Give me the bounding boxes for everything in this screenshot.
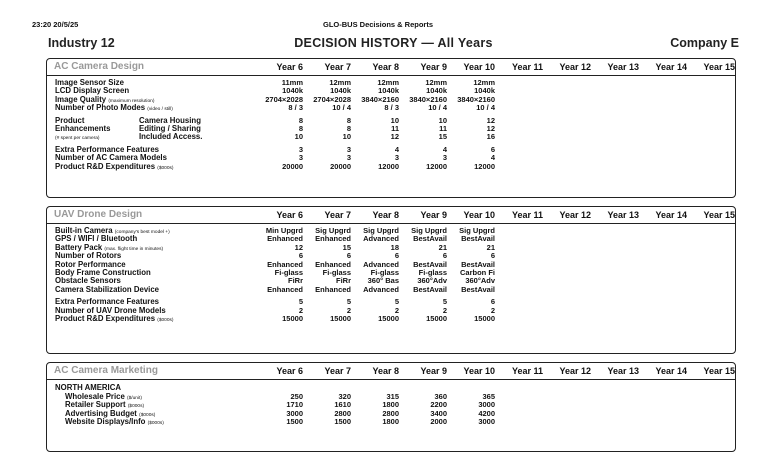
row-label-note: (maximum resolution)	[108, 98, 155, 104]
table-cell: 1040k	[330, 86, 351, 96]
table-cell: FiRr	[288, 276, 303, 286]
row-label-note: ($000s)	[139, 412, 156, 418]
row-label	[65, 418, 164, 428]
table-cell: 12mm	[425, 78, 447, 87]
row-sub-label: Editing / Sharing	[139, 123, 201, 133]
table-cell: 10	[294, 132, 303, 142]
table-cell: 12mm	[473, 78, 495, 87]
table-cell: 6	[490, 251, 495, 261]
table-cell: 11	[391, 123, 399, 133]
table-cell: 4	[490, 153, 495, 163]
row-label	[55, 104, 173, 114]
table-cell: 6	[298, 251, 303, 261]
table-cell: Advanced	[363, 284, 399, 294]
table-cell: 6	[490, 297, 495, 307]
table-cell: Advanced	[363, 234, 399, 244]
row-label-text: Image Sensor Size	[55, 78, 124, 87]
table-cell: 2	[394, 305, 399, 315]
year-header: Year 7	[324, 366, 351, 376]
table-row	[47, 244, 735, 252]
row-label-text: Wholesale Price	[65, 392, 125, 401]
row-label-text: Body Frame Construction	[55, 267, 151, 277]
row-label-text: Extra Performance Features	[55, 297, 160, 307]
row-label-note: ($000s)	[147, 421, 164, 427]
table-cell: 2	[346, 305, 351, 315]
table-cell: 15000	[330, 313, 351, 323]
row-label-text: Camera Stabilization Device	[55, 284, 159, 294]
row-sub-label: Included Access.	[139, 132, 203, 142]
table-cell: 11	[439, 123, 447, 133]
row-label-text: Product R&D Expenditures	[55, 161, 156, 171]
table-cell: 15000	[282, 313, 303, 323]
year-header: Year 13	[607, 62, 639, 72]
table-cell: 4200	[478, 408, 495, 418]
table-cell: 12	[294, 242, 303, 252]
table-cell: Fi-glass	[322, 267, 351, 277]
table-cell: Min Upgrd	[265, 226, 303, 235]
table-cell: BestAvail	[413, 259, 447, 269]
table-cell: 21	[486, 242, 495, 252]
table-cell: 16	[486, 132, 495, 142]
camera-design-section	[46, 58, 736, 198]
table-cell: 3840×2160	[409, 94, 447, 104]
table-cell: 11mm	[281, 78, 303, 87]
table-cell: 6	[442, 251, 447, 261]
year-header: Year 9	[420, 210, 447, 220]
table-cell: 365	[482, 392, 495, 401]
industry-label: Industry 12	[48, 36, 115, 50]
section-header	[47, 207, 735, 224]
table-cell: 360°Adv	[465, 276, 495, 286]
table-cell: 12mm	[329, 78, 351, 87]
section-body	[47, 76, 735, 171]
year-header: Year 11	[511, 62, 543, 72]
table-cell: Sig Upgrd	[411, 226, 447, 235]
table-row	[47, 315, 735, 323]
table-cell: Sig Upgrd	[363, 226, 399, 235]
table-cell: 3000	[478, 417, 495, 427]
table-cell: 15000	[474, 313, 495, 323]
year-header: Year 10	[463, 366, 495, 376]
year-header: Year 13	[607, 366, 639, 376]
table-cell: Fi-glass	[274, 267, 303, 277]
table-cell: 12000	[474, 161, 495, 171]
section-header	[47, 363, 735, 380]
year-header: Year 6	[276, 366, 303, 376]
row-label-text: Enhancements	[55, 123, 111, 133]
table-cell: 2200	[430, 400, 447, 410]
year-header: Year 10	[463, 210, 495, 220]
report-title: GLO-BUS Decisions & Reports	[322, 20, 434, 29]
row-sub-label: Camera Housing	[139, 115, 201, 125]
row-label-text: Website Displays/Info	[65, 417, 146, 427]
row-label-text: Obstacle Sensors	[55, 276, 121, 286]
table-cell: 6	[490, 144, 495, 154]
row-label-text: Number of Rotors	[55, 251, 122, 261]
section-header	[47, 59, 735, 76]
year-header: Year 12	[559, 210, 591, 220]
row-label-text: Image Quality	[55, 94, 107, 104]
year-header: Year 9	[420, 366, 447, 376]
year-header: Year 14	[655, 210, 687, 220]
table-cell: Fi-glass	[370, 267, 399, 277]
table-cell: 3400	[430, 408, 447, 418]
table-cell: 3	[298, 153, 303, 163]
table-cell: FiRr	[336, 276, 351, 286]
table-cell: Enhanced	[315, 234, 351, 244]
table-row	[47, 418, 735, 426]
row-label	[55, 315, 174, 325]
table-cell: 6	[394, 251, 399, 261]
table-row	[47, 286, 735, 294]
camera-marketing-section	[46, 362, 736, 452]
year-header: Year 12	[559, 62, 591, 72]
table-cell: 8 / 3	[384, 103, 399, 113]
table-cell: 8	[298, 123, 303, 133]
row-label-text: Battery Pack	[55, 242, 103, 252]
row-label-text: GPS / WIFI / Bluetooth	[55, 234, 138, 244]
table-cell: 320	[338, 392, 351, 401]
table-cell: 360°Adv	[417, 276, 447, 286]
row-label-text: Advertising Budget	[65, 408, 137, 418]
company-label: Company E	[670, 36, 739, 50]
row-label	[55, 125, 110, 133]
section-body	[47, 224, 735, 323]
section-title: AC Camera Design	[54, 61, 145, 72]
table-cell: 1040k	[426, 86, 447, 96]
table-cell: 250	[290, 392, 303, 401]
table-row	[47, 133, 735, 141]
year-header: Year 12	[559, 366, 591, 376]
year-header: Year 7	[324, 210, 351, 220]
year-header: Year 9	[420, 62, 447, 72]
table-cell: 1040k	[378, 86, 399, 96]
table-row	[47, 163, 735, 171]
drone-design-section	[46, 206, 736, 354]
row-label	[55, 163, 174, 173]
row-label-note: (# spent per camera)	[55, 136, 100, 142]
table-cell: 2	[298, 305, 303, 315]
table-cell: 1610	[334, 400, 351, 410]
row-label-text: Product R&D Expenditures	[55, 313, 156, 323]
year-header: Year 15	[703, 62, 735, 72]
table-cell: 15000	[426, 313, 447, 323]
table-cell: 3	[346, 144, 351, 154]
table-cell: 5	[346, 297, 351, 307]
row-label-text: Built-in Camera	[55, 226, 113, 235]
table-cell: 15000	[378, 313, 399, 323]
row-label-text: LCD Display Screen	[55, 86, 130, 96]
year-header: Year 15	[703, 210, 735, 220]
table-cell: 12000	[426, 161, 447, 171]
table-cell: 1800	[382, 417, 399, 427]
section-body	[47, 380, 735, 427]
row-label-text: Retailer Support	[65, 400, 126, 410]
table-cell: BestAvail	[461, 234, 495, 244]
table-cell: BestAvail	[461, 259, 495, 269]
table-cell: BestAvail	[413, 284, 447, 294]
table-cell: 315	[386, 392, 399, 401]
table-cell: 3	[346, 153, 351, 163]
table-cell: 5	[394, 297, 399, 307]
table-cell: Enhanced	[315, 259, 351, 269]
table-cell: 360	[434, 392, 447, 401]
year-header: Year 14	[655, 366, 687, 376]
table-cell: 20000	[282, 161, 303, 171]
table-cell: 5	[298, 297, 303, 307]
section-title: AC Camera Marketing	[54, 365, 158, 376]
table-cell: Carbon Fi	[460, 267, 495, 277]
table-cell: 2	[442, 305, 447, 315]
table-cell: 10	[438, 115, 447, 125]
table-cell: 1710	[286, 400, 303, 410]
table-cell: 10 / 4	[332, 103, 351, 113]
table-cell: 2	[490, 305, 495, 315]
table-cell: 360° Bas	[367, 276, 399, 286]
table-cell: 4	[394, 144, 399, 154]
row-label-note: ($/unit)	[126, 396, 142, 401]
table-cell: 20000	[330, 161, 351, 171]
table-cell: 8	[346, 115, 351, 125]
table-cell: 3000	[286, 408, 303, 418]
row-label-text: Rotor Performance	[55, 259, 126, 269]
table-cell: 3	[394, 153, 399, 163]
row-label-text: Extra Performance Features	[55, 144, 160, 154]
row-label-note: ($000s)	[127, 404, 145, 410]
table-cell: 8 / 3	[288, 103, 303, 113]
top-bar	[32, 20, 724, 32]
row-label-text: Number of UAV Drone Models	[55, 305, 166, 315]
table-cell: Fi-glass	[418, 267, 447, 277]
row-label	[55, 286, 159, 294]
row-label-note: (max. flight time in minutes)	[104, 246, 164, 252]
table-cell: BestAvail	[413, 234, 447, 244]
year-header: Year 8	[372, 62, 399, 72]
table-cell: 1040k	[474, 86, 495, 96]
table-cell: 21	[438, 242, 447, 252]
table-cell: 2000	[430, 417, 447, 427]
table-cell: 2704×2028	[265, 94, 303, 104]
year-header: Year 6	[276, 210, 303, 220]
table-cell: 3000	[478, 400, 495, 410]
table-cell: Sig Upgrd	[315, 226, 351, 235]
table-cell: 12	[486, 115, 495, 125]
table-cell: 1040k	[282, 86, 303, 96]
table-cell: 15	[438, 132, 447, 142]
table-cell: Sig Upgrd	[459, 226, 495, 235]
year-header: Year 15	[703, 366, 735, 376]
table-cell: 8	[346, 123, 351, 133]
table-cell: Enhanced	[315, 284, 351, 294]
row-label-text: Product	[55, 115, 85, 125]
timestamp: 23:20 20/5/25	[32, 20, 79, 29]
section-title: UAV Drone Design	[54, 209, 143, 220]
table-cell: 8	[298, 115, 303, 125]
table-cell: Enhanced	[267, 234, 303, 244]
table-cell: 1500	[334, 417, 351, 427]
region-label: NORTH AMERICA	[55, 383, 121, 392]
table-cell: 2704×2028	[313, 94, 351, 104]
year-header: Year 10	[463, 62, 495, 72]
year-header: Year 6	[276, 62, 303, 72]
table-cell: Enhanced	[267, 259, 303, 269]
table-cell: Enhanced	[267, 284, 303, 294]
table-cell: 4	[442, 144, 447, 154]
table-row	[47, 104, 735, 112]
year-header: Year 14	[655, 62, 687, 72]
table-cell: 10	[342, 132, 351, 142]
table-cell: 18	[390, 242, 399, 252]
table-cell: 2800	[334, 408, 351, 418]
row-label-note: (video / still)	[147, 107, 173, 113]
row-label-note: ($000s)	[157, 317, 174, 323]
row-label-text: Number of AC Camera Models	[55, 153, 167, 163]
table-cell: 10 / 4	[476, 103, 495, 113]
table-cell: 15	[342, 242, 351, 252]
table-cell: 5	[442, 297, 447, 307]
year-header: Year 11	[511, 366, 543, 376]
table-cell: 12000	[378, 161, 399, 171]
table-cell: 12mm	[377, 78, 399, 87]
table-cell: Advanced	[363, 259, 399, 269]
table-cell: 3840×2160	[457, 94, 495, 104]
table-cell: 1800	[382, 400, 399, 410]
row-label-note: (company's best model +)	[114, 230, 170, 235]
table-cell: 12	[390, 132, 399, 142]
year-header: Year 8	[372, 366, 399, 376]
table-cell: 12	[486, 123, 495, 133]
page-title: DECISION HISTORY — All Years	[294, 36, 493, 50]
table-cell: BestAvail	[461, 284, 495, 294]
row-label-note: ($000s)	[157, 165, 174, 171]
table-cell: 2800	[382, 408, 399, 418]
year-header: Year 13	[607, 210, 639, 220]
table-cell: 10 / 4	[428, 103, 447, 113]
page-header	[48, 36, 739, 54]
row-label-text: Number of Photo Modes	[55, 103, 146, 113]
table-cell: 10	[390, 115, 399, 125]
table-cell: 3	[442, 153, 447, 163]
table-cell: 6	[346, 251, 351, 261]
table-cell: 3840×2160	[361, 94, 399, 104]
year-header: Year 8	[372, 210, 399, 220]
row-label	[55, 133, 100, 143]
year-header: Year 7	[324, 62, 351, 72]
table-cell: 1500	[286, 417, 303, 427]
table-cell: 3	[298, 144, 303, 154]
year-header: Year 11	[511, 210, 543, 220]
